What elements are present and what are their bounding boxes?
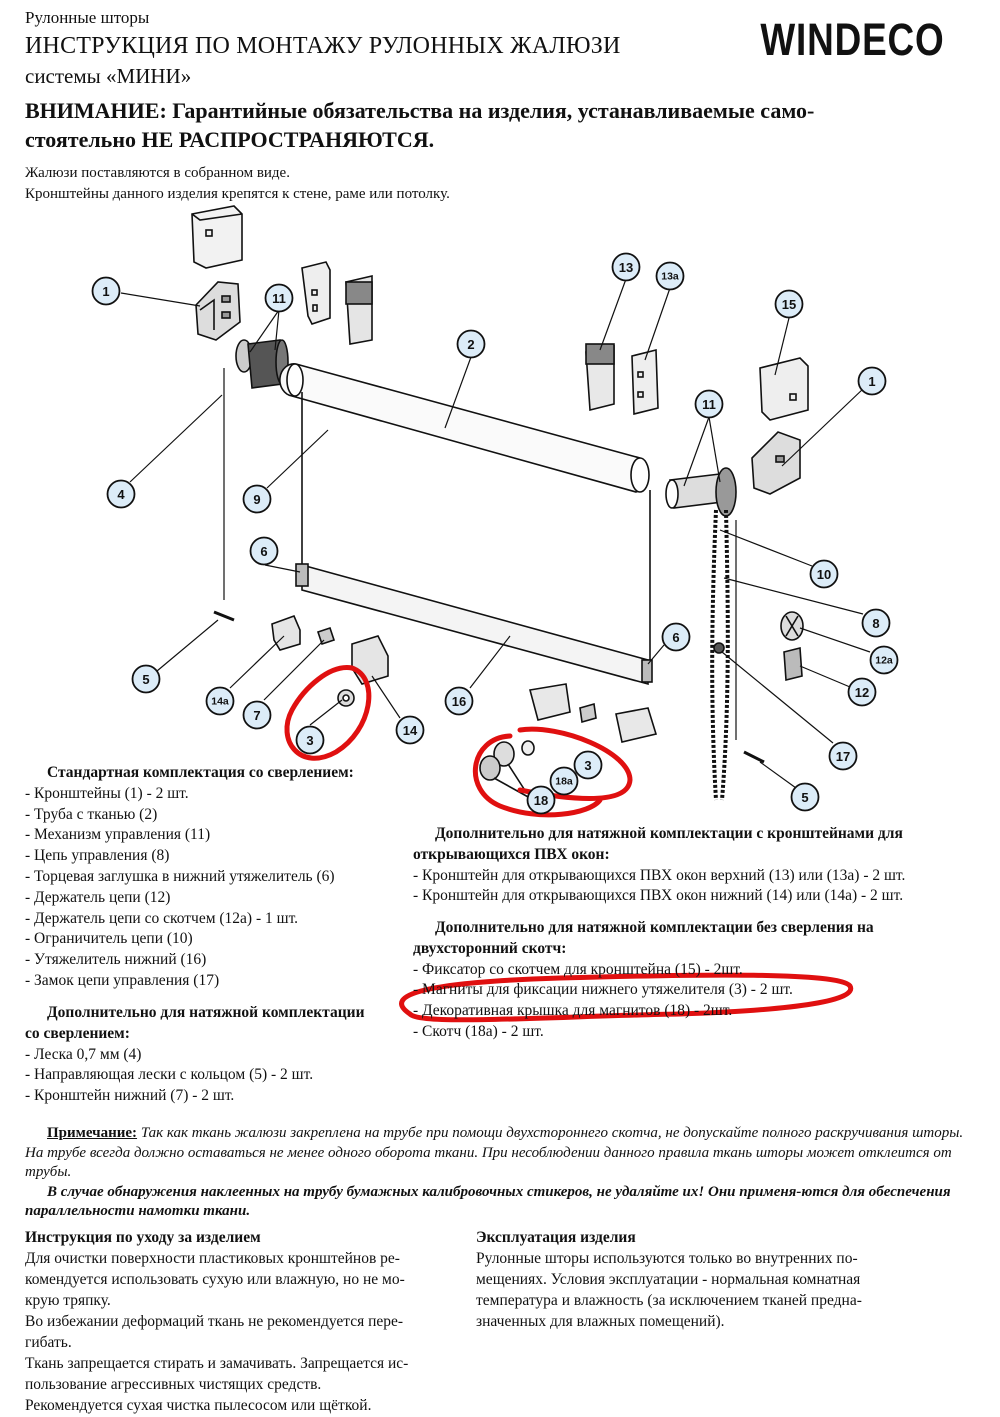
tension-tape-heading-2: двухсторонний скотч:: [413, 939, 567, 957]
care-line: комендуется использовать сухую или влажную, но не мо-: [25, 1271, 405, 1288]
callout-14а: [207, 688, 234, 715]
tension-pvc-heading-2: открывающихся ПВХ окон:: [413, 845, 610, 863]
standard-kit-heading: Стандартная комплектация со сверлением:: [47, 764, 354, 781]
usage-section: [476, 1227, 936, 1332]
callout-number: 6: [672, 630, 680, 645]
callout-3: [297, 727, 324, 754]
line-guide-right: [744, 752, 764, 762]
tension-tape-item: - Декоративная крышка для магнитов (18) - 2шт.: [413, 1002, 733, 1020]
callout-number: 8: [872, 616, 880, 631]
callout-number: 6: [260, 544, 268, 559]
callout-number: 2: [467, 337, 475, 352]
callout-number: 17: [835, 749, 851, 764]
callout-10: [811, 561, 838, 588]
standard-kit-item: - Механизм управления (11): [25, 826, 211, 844]
callout-18а: [551, 768, 578, 795]
standard-kit-item: - Держатель цепи со скотчем (12а) - 1 шт.: [25, 909, 299, 927]
callout-number: 3: [584, 758, 592, 773]
lower-brackets-right: [530, 684, 656, 742]
standard-kit-item: - Утяжелитель нижний (16): [25, 951, 207, 969]
usage-line: Рулонные шторы используются только во внутренних по-: [476, 1250, 858, 1267]
tension-drill-item: - Леска 0,7 мм (4): [25, 1045, 142, 1063]
callout-number: 3: [306, 733, 314, 748]
callout-number: 12а: [875, 654, 893, 667]
standard-kit-item: - Торцевая заглушка в нижний утяжелитель (6): [25, 867, 335, 885]
callout-13: [613, 254, 640, 281]
line-guide-left: [214, 612, 234, 620]
callout-number: 11: [272, 291, 286, 306]
callout-11: [696, 391, 723, 418]
standard-kit-item: - Замок цепи управления (17): [25, 971, 220, 989]
callout-9: [244, 486, 271, 513]
note-text: Так как ткань жалюзи закреплена на трубе при помощи двухстороннего скотча, не допускайте полного раскручивания шторы. На трубе всегда должно оставаться не менее одного оборота ткани. При несоблюдении данного правила ткань шторы может отклеится от трубы.: [25, 1125, 964, 1180]
callout-5: [133, 666, 160, 693]
warning-line-2: стоятельно НЕ РАСПРОСТРАНЯЮТСЯ.: [25, 127, 435, 152]
tension-tape-item: - Магниты для фиксации нижнего утяжелителя (3) - 2 шт.: [413, 981, 793, 999]
windeco-logo: WINDECO: [759, 14, 944, 65]
callout-number: 15: [781, 297, 797, 312]
callout-number: 18а: [555, 775, 573, 788]
callout-11: [266, 285, 293, 312]
tension-drill-heading-2: со сверлением:: [25, 1024, 130, 1042]
warning-line-1: Гарантийные обязательства на изделия, устанавливаемые само-: [166, 98, 815, 123]
care-line: крую тряпку.: [25, 1292, 111, 1309]
document-title: ИНСТРУКЦИЯ ПО МОНТАЖУ РУЛОННЫХ ЖАЛЮЗИ: [25, 33, 621, 59]
callout-17: [830, 743, 857, 770]
usage-line: температура и влажность (за исключением тканей предна-: [476, 1292, 862, 1309]
tension-tape-heading-1: Дополнительно для натяжной комплектации без сверления на: [435, 919, 874, 936]
callout-6: [251, 538, 278, 565]
usage-line: значенных для влажных помещений).: [476, 1313, 725, 1330]
callout-2: [458, 331, 485, 358]
care-section: [25, 1227, 465, 1416]
end-cover-left: [192, 206, 242, 268]
standard-kit-item: - Ограничитель цепи (10): [25, 930, 193, 948]
note-bold-text: В случае обнаружения наклеенных на трубу бумажных калибровочных стикеров, не удаляйте их! Они применя-ются для обеспечения параллельности намотки ткани.: [25, 1183, 951, 1219]
callout-12а: [871, 647, 898, 674]
top-clip-1: [302, 262, 330, 324]
note-section: [25, 1124, 975, 1222]
callout-1: [859, 368, 886, 395]
care-line: Ткань запрещается стирать и замачивать. Запрещается ис-: [25, 1355, 409, 1372]
callout-number: 7: [253, 708, 261, 723]
lower-bracket-14: [352, 636, 388, 684]
standard-kit-item: - Держатель цепи (12): [25, 888, 171, 906]
tension-pvc-heading-1: Дополнительно для натяжной комплектации с кронштейнами для: [435, 825, 903, 842]
callout-number: 13а: [661, 270, 679, 283]
callout-15: [776, 291, 803, 318]
callout-3: [575, 752, 602, 779]
end-cover-right: [760, 358, 808, 420]
callout-6: [663, 624, 690, 651]
bracket-right: [752, 432, 800, 494]
standard-kit-item: - Труба с тканью (2): [25, 805, 158, 823]
intro-line: Жалюзи поставляются в собранном виде.: [25, 165, 290, 181]
callout-number: 5: [801, 790, 809, 805]
callout-number: 18: [533, 793, 549, 808]
note-label: Примечание:: [47, 1125, 138, 1141]
callout-number: 1: [868, 374, 876, 389]
tension-pvc-item: - Кронштейн для открывающихся ПВХ окон верхний (13) или (13а) - 2 шт.: [413, 866, 906, 884]
tension-drill-heading-1: Дополнительно для натяжной комплектации: [47, 1004, 365, 1021]
callout-8: [863, 610, 890, 637]
tension-pvc-section: [413, 824, 905, 907]
callout-number: 9: [253, 492, 261, 507]
tension-drill-section: [25, 1003, 365, 1107]
lower-bracket-7: [318, 628, 334, 644]
tension-drill-item: - Кронштейн нижний (7) - 2 шт.: [25, 1087, 235, 1105]
bracket-left: [196, 282, 240, 340]
callout-number: 12: [854, 685, 870, 700]
callout-5: [792, 784, 819, 811]
callout-12: [849, 679, 876, 706]
care-line: пользование агрессивных чистящих средств.: [25, 1376, 322, 1393]
callout-18: [528, 787, 555, 814]
care-line: гибать.: [25, 1334, 72, 1351]
top-clip-2: [346, 276, 372, 344]
magnet-left: [338, 690, 354, 706]
callout-number: 16: [451, 694, 467, 709]
warning-label: ВНИМАНИЕ:: [25, 98, 167, 123]
care-line: Во избежании деформаций ткань не рекомендуется пере-: [25, 1313, 404, 1330]
callout-13а: [657, 263, 684, 290]
callout-number: 14а: [211, 695, 229, 708]
standard-kit-item: - Кронштейны (1) - 2 шт.: [25, 784, 189, 802]
callout-number: 10: [816, 567, 832, 582]
standard-kit-section: [25, 763, 354, 992]
care-line: Для очистки поверхности пластиковых кронштейнов ре-: [25, 1250, 400, 1267]
callout-number: 5: [142, 672, 150, 687]
callout-number: 13: [618, 260, 634, 275]
callout-16: [446, 688, 473, 715]
chain-holder-12: [784, 648, 802, 680]
document-subtitle: Рулонные шторы: [25, 8, 150, 27]
intro-line: Кронштейны данного изделия крепятся к стене, раме или потолку.: [25, 186, 450, 202]
system-name: системы «МИНИ»: [25, 64, 192, 88]
callout-1: [93, 278, 120, 305]
lower-bracket-14a: [272, 616, 300, 650]
tension-tape-section: [413, 918, 874, 1043]
callout-7: [244, 702, 271, 729]
usage-heading: Эксплуатация изделия: [476, 1229, 636, 1246]
usage-line: мещениях. Условия эксплуатации - нормальная комнатная: [476, 1271, 861, 1288]
control-mechanism-right: [666, 468, 736, 516]
tension-drill-item: - Направляющая лески с кольцом (5) - 2 шт.: [25, 1066, 314, 1084]
callout-14: [397, 717, 424, 744]
leader-lines: [121, 279, 870, 788]
callout-number: 11: [702, 397, 716, 412]
standard-kit-item: - Цепь управления (8): [25, 847, 170, 865]
callout-number: 4: [117, 487, 125, 502]
tension-tape-item: - Скотч (18а) - 2 шт.: [413, 1022, 544, 1040]
callout-number: 14: [402, 723, 418, 738]
callout-number: 1: [102, 284, 110, 299]
callout-4: [108, 481, 135, 508]
care-heading: Инструкция по уходу за изделием: [25, 1229, 261, 1246]
chain-holder-12a: [781, 612, 803, 640]
care-line: Рекомендуется сухая чистка пылесосом или щёткой.: [25, 1397, 372, 1414]
top-clip-13: [586, 344, 614, 410]
tension-pvc-item: - Кронштейн для открывающихся ПВХ окон нижний (14) или (14а) - 2 шт.: [413, 887, 904, 905]
tension-tape-item: - Фиксатор со скотчем для кронштейна (15) - 2шт.: [413, 960, 743, 978]
